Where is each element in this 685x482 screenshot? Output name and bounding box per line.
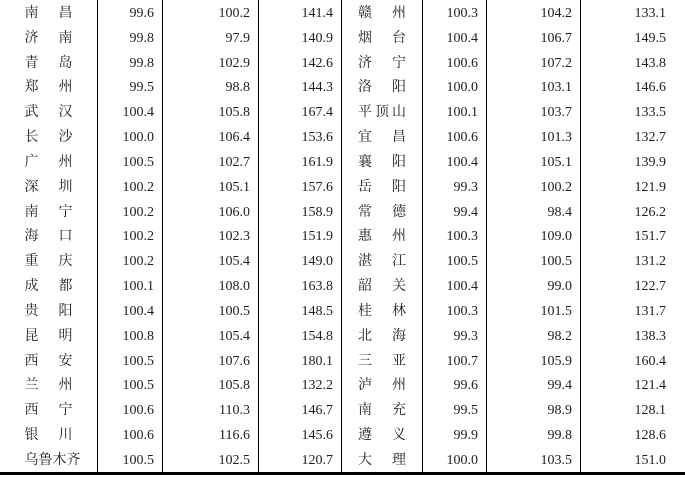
value-cell: 105.1 <box>163 174 259 199</box>
value-cell: 100.2 <box>163 0 259 25</box>
value-cell: 149.5 <box>634 30 666 46</box>
city-name: 洛阳 <box>358 80 406 96</box>
city-name: 济宁 <box>358 55 406 71</box>
city-name: 广州 <box>24 154 73 170</box>
value-cell: 99.3 <box>423 174 487 199</box>
value-cell: 102.7 <box>163 149 259 174</box>
value-cell: 132.7 <box>634 130 666 146</box>
city-cell-right <box>342 397 423 422</box>
value-cell: 100.0 <box>423 447 487 472</box>
value-cell: 100.0 <box>98 124 163 149</box>
value-cell: 100.4 <box>98 298 163 323</box>
value-cell: 100.2 <box>487 174 581 199</box>
city-cell-left <box>0 447 98 472</box>
value-cell: 100.5 <box>98 348 163 373</box>
city-cell-left <box>0 273 98 298</box>
city-name: 桂林 <box>358 303 406 319</box>
value-cell: 98.2 <box>487 323 581 348</box>
value-cell: 138.3 <box>634 328 666 344</box>
city-cell-right <box>342 447 423 472</box>
value-cell: 151.7 <box>634 229 666 245</box>
city-cell-left <box>0 174 98 199</box>
city-name: 海口 <box>24 229 73 245</box>
value-cell: 99.6 <box>423 372 487 397</box>
value-cell: 151.9 <box>259 223 342 248</box>
value-cell: 100.6 <box>423 50 487 75</box>
value-cell: 100.0 <box>423 74 487 99</box>
value-cell: 98.4 <box>487 199 581 224</box>
value-cell: 98.9 <box>487 397 581 422</box>
city-cell-right <box>342 223 423 248</box>
value-cell: 101.3 <box>487 124 581 149</box>
table-bottom-border <box>0 472 685 475</box>
city-cell-right <box>342 174 423 199</box>
city-cell-left <box>0 199 98 224</box>
value-cell: 131.2 <box>634 254 666 270</box>
value-cell: 100.3 <box>423 223 487 248</box>
value-cell: 99.4 <box>423 199 487 224</box>
city-name: 烟台 <box>358 30 406 46</box>
value-cell: 139.9 <box>634 154 666 170</box>
city-name: 乌鲁木齐 <box>24 452 81 468</box>
value-cell: 140.9 <box>259 25 342 50</box>
city-name: 北海 <box>358 328 406 344</box>
value-cell: 100.3 <box>423 0 487 25</box>
value-cell: 104.2 <box>487 0 581 25</box>
value-cell: 110.3 <box>163 397 259 422</box>
value-cell: 100.5 <box>423 248 487 273</box>
value-cell: 149.0 <box>259 248 342 273</box>
city-name: 南昌 <box>24 6 73 21</box>
value-cell: 167.4 <box>259 99 342 124</box>
value-cell: 105.1 <box>487 149 581 174</box>
city-cell-right <box>342 74 423 99</box>
city-cell-right <box>342 149 423 174</box>
city-cell-right <box>342 50 423 75</box>
value-cell: 100.4 <box>423 273 487 298</box>
value-cell: 146.7 <box>259 397 342 422</box>
city-name: 南充 <box>358 403 406 419</box>
value-cell: 100.2 <box>98 199 163 224</box>
city-name: 南宁 <box>24 204 73 220</box>
value-cell: 161.9 <box>259 149 342 174</box>
city-name: 成都 <box>24 279 73 295</box>
value-cell: 99.9 <box>423 422 487 447</box>
city-cell-right <box>342 248 423 273</box>
value-cell: 100.5 <box>487 248 581 273</box>
value-cell: 99.5 <box>423 397 487 422</box>
city-name: 赣州 <box>358 6 406 21</box>
value-cell: 157.6 <box>259 174 342 199</box>
value-cell: 106.0 <box>163 199 259 224</box>
value-cell: 107.2 <box>487 50 581 75</box>
city-cell-left <box>0 323 98 348</box>
city-cell-left <box>0 74 98 99</box>
value-cell: 146.6 <box>634 80 666 96</box>
value-cell: 99.5 <box>98 74 163 99</box>
value-cell: 153.6 <box>259 124 342 149</box>
value-cell: 109.0 <box>487 223 581 248</box>
city-name: 岳阳 <box>358 179 406 195</box>
value-cell: 100.1 <box>423 99 487 124</box>
city-cell-right <box>342 298 423 323</box>
value-cell: 148.5 <box>259 298 342 323</box>
city-name: 惠州 <box>358 229 406 245</box>
city-name: 韶关 <box>358 279 406 295</box>
value-cell: 100.5 <box>98 372 163 397</box>
value-cell: 105.9 <box>487 348 581 373</box>
value-cell: 132.2 <box>259 372 342 397</box>
value-cell: 163.8 <box>259 273 342 298</box>
city-cell-left <box>0 25 98 50</box>
value-cell: 99.8 <box>98 25 163 50</box>
value-cell: 151.0 <box>634 452 666 468</box>
city-name: 湛江 <box>358 254 406 270</box>
city-name: 昆明 <box>24 328 73 344</box>
value-cell: 100.6 <box>423 124 487 149</box>
city-cell-left <box>0 248 98 273</box>
value-cell: 145.6 <box>259 422 342 447</box>
value-cell: 105.4 <box>163 248 259 273</box>
value-cell: 108.0 <box>163 273 259 298</box>
value-cell: 126.2 <box>634 204 666 220</box>
value-cell: 121.4 <box>634 378 666 394</box>
value-cell: 100.5 <box>98 149 163 174</box>
city-cell-right <box>342 0 423 25</box>
value-cell: 133.1 <box>634 6 666 21</box>
value-cell: 107.6 <box>163 348 259 373</box>
city-name: 大理 <box>358 452 406 468</box>
value-cell: 100.5 <box>163 298 259 323</box>
city-name: 重庆 <box>24 254 73 270</box>
value-cell: 99.8 <box>98 50 163 75</box>
value-cell: 160.4 <box>634 353 666 369</box>
value-cell: 105.4 <box>163 323 259 348</box>
value-cell: 100.6 <box>98 422 163 447</box>
city-cell-right <box>342 99 423 124</box>
value-cell: 102.9 <box>163 50 259 75</box>
value-cell: 154.8 <box>259 323 342 348</box>
value-cell: 122.7 <box>634 279 666 295</box>
city-name: 济南 <box>24 30 73 46</box>
value-cell: 102.3 <box>163 223 259 248</box>
city-cell-left <box>0 0 98 25</box>
value-cell: 144.3 <box>259 74 342 99</box>
city-cell-right <box>342 199 423 224</box>
value-cell: 100.7 <box>423 348 487 373</box>
value-cell: 142.6 <box>259 50 342 75</box>
city-name: 西安 <box>24 353 73 369</box>
city-cell-right <box>342 124 423 149</box>
value-cell: 120.7 <box>259 447 342 472</box>
value-cell: 103.5 <box>487 447 581 472</box>
city-cell-left <box>0 372 98 397</box>
value-cell: 133.5 <box>634 105 666 121</box>
value-cell: 99.8 <box>487 422 581 447</box>
city-cell-left <box>0 50 98 75</box>
city-cell-right <box>342 273 423 298</box>
value-cell: 100.4 <box>98 99 163 124</box>
city-name: 武汉 <box>24 105 73 121</box>
city-cell-left <box>0 422 98 447</box>
value-cell: 180.1 <box>259 348 342 373</box>
city-cell-left <box>0 348 98 373</box>
value-cell: 100.2 <box>98 174 163 199</box>
value-cell: 141.4 <box>259 0 342 25</box>
city-name: 常德 <box>358 204 406 220</box>
city-name: 深圳 <box>24 179 73 195</box>
city-name: 三亚 <box>358 353 406 369</box>
city-name: 平顶山 <box>358 105 406 121</box>
city-name: 西宁 <box>24 403 73 419</box>
value-cell: 100.6 <box>98 397 163 422</box>
city-name: 郑州 <box>24 80 73 96</box>
value-cell: 105.8 <box>163 372 259 397</box>
city-name: 兰州 <box>24 378 73 394</box>
city-cell-left <box>0 99 98 124</box>
value-cell: 106.7 <box>487 25 581 50</box>
value-cell: 128.1 <box>634 403 666 419</box>
city-name: 襄阳 <box>358 154 406 170</box>
value-cell: 100.4 <box>423 149 487 174</box>
city-name: 长沙 <box>24 130 73 146</box>
value-cell: 100.2 <box>98 223 163 248</box>
value-cell: 143.8 <box>634 55 666 71</box>
city-name: 泸州 <box>358 378 406 394</box>
city-name: 贵阳 <box>24 303 73 319</box>
value-cell: 121.9 <box>634 179 666 195</box>
value-cell: 97.9 <box>163 25 259 50</box>
value-cell: 99.3 <box>423 323 487 348</box>
city-cell-right <box>342 422 423 447</box>
city-cell-left <box>0 397 98 422</box>
city-cell-right <box>342 348 423 373</box>
city-cell-left <box>0 124 98 149</box>
value-cell: 100.4 <box>423 25 487 50</box>
city-cell-right <box>342 323 423 348</box>
city-cell-right <box>342 25 423 50</box>
value-cell: 131.7 <box>634 303 666 319</box>
value-cell: 128.6 <box>634 428 666 444</box>
city-cell-left <box>0 298 98 323</box>
value-cell: 102.5 <box>163 447 259 472</box>
value-cell: 116.6 <box>163 422 259 447</box>
value-cell: 158.9 <box>259 199 342 224</box>
value-cell: 100.2 <box>98 248 163 273</box>
value-cell: 101.5 <box>487 298 581 323</box>
value-cell: 100.3 <box>423 298 487 323</box>
value-cell: 98.8 <box>163 74 259 99</box>
value-cell: 103.1 <box>487 74 581 99</box>
city-name: 宜昌 <box>358 130 406 146</box>
value-cell: 100.5 <box>98 447 163 472</box>
city-name: 银川 <box>24 428 73 444</box>
city-cell-left <box>0 223 98 248</box>
value-cell: 99.4 <box>487 372 581 397</box>
city-cell-left <box>0 149 98 174</box>
value-cell: 99.6 <box>98 0 163 25</box>
city-name: 遵义 <box>358 428 406 444</box>
value-cell: 103.7 <box>487 99 581 124</box>
value-cell: 106.4 <box>163 124 259 149</box>
city-name: 青岛 <box>24 55 73 71</box>
value-cell: 105.8 <box>163 99 259 124</box>
value-cell: 100.8 <box>98 323 163 348</box>
value-cell: 99.0 <box>487 273 581 298</box>
value-cell: 100.1 <box>98 273 163 298</box>
city-cell-right <box>342 372 423 397</box>
